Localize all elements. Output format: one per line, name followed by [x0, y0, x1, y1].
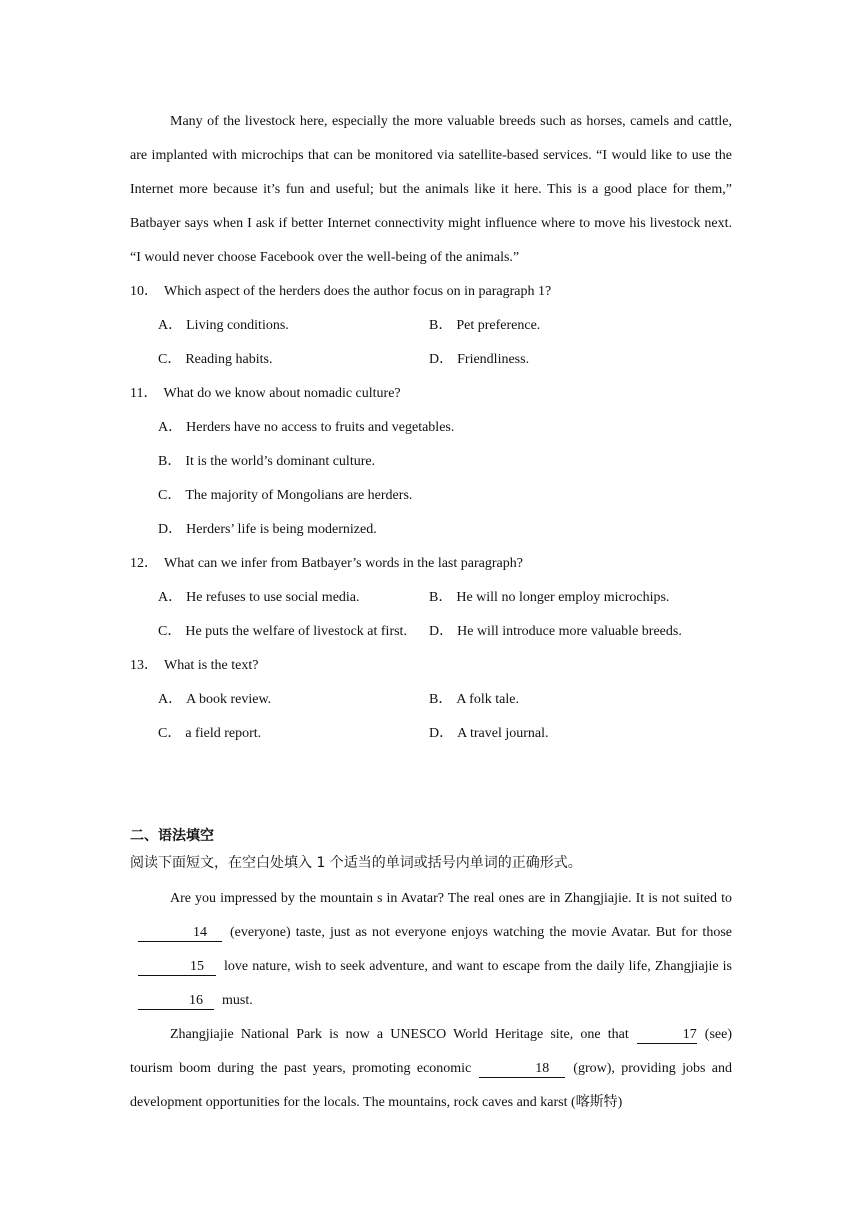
- option-a[interactable]: A． A book review.: [158, 692, 272, 707]
- cloze-paragraph-1: Are you impressed by the mountain s in Avatar? The real ones are in Zhangjiajie. It is not suited to14 (everyone) taste, just as not everyone enjoys watching the movie Avatar. But for those15 love nature, wish to seek adventure, and want to escape from the daily life, Zhangjiajie is16 must.: [130, 882, 732, 1018]
- question-number: 12．: [130, 556, 158, 571]
- option-a[interactable]: A． Herders have no access to fruits and vegetables.: [158, 420, 455, 435]
- option-c[interactable]: C． Reading habits.: [158, 352, 273, 367]
- option-d[interactable]: D． Herders’ life is being modernized.: [158, 522, 377, 537]
- question-stem: [130, 547, 732, 581]
- question-10: [130, 275, 732, 377]
- blank-17[interactable]: 17: [637, 1027, 697, 1044]
- question-text: What do we know about nomadic culture?: [163, 386, 401, 401]
- question-number: 13．: [130, 658, 158, 673]
- question-text: Which aspect of the herders does the author focus on in paragraph 1?: [164, 284, 552, 299]
- question-stem: [130, 377, 732, 411]
- option-d[interactable]: D． He will introduce more valuable breeds.: [429, 624, 682, 639]
- option-b[interactable]: B． A folk tale.: [429, 692, 519, 707]
- passage-paragraph: Many of the livestock here, especially the more valuable breeds such as horses, camels and cattle, are implanted with microchips that can be monitored via satellite-based services. “I would like to use the Internet more because it’s fun and useful; but the animals like it here. This is a good place for them,” Batbayer says when I ask if better Internet connectivity might influence where to move his livestock next. “I would never choose Facebook over the well-being of the animals.”: [130, 114, 732, 265]
- question-12: [130, 547, 732, 649]
- option-c[interactable]: C． The majority of Mongolians are herders.: [158, 488, 413, 503]
- question-11: [130, 377, 732, 547]
- option-d[interactable]: D． A travel journal.: [429, 726, 549, 741]
- question-stem: [130, 275, 732, 309]
- question-text: What is the text?: [164, 658, 259, 673]
- option-a[interactable]: A． Living conditions.: [158, 318, 289, 333]
- blank-18[interactable]: 18: [479, 1061, 565, 1078]
- question-number: 10．: [130, 284, 158, 299]
- option-b[interactable]: B． He will no longer employ microchips.: [429, 590, 670, 605]
- cloze-paragraph-2: Zhangjiajie National Park is now a UNESCO World Heritage site, one that 17 (see) tourism boom during the past years, promoting economic 18 (grow), providing jobs and development opportunities for the locals. The mountains, rock caves and karst (喀斯特): [130, 1027, 732, 1110]
- reading-section: [130, 105, 732, 751]
- section-instruction: 阅读下面短文，在空白处填入 1 个适当的单词或括号内单词的正确形式。: [130, 855, 582, 871]
- blank-15[interactable]: 15: [138, 959, 216, 976]
- blank-14[interactable]: 14: [138, 925, 222, 942]
- blank-16[interactable]: 16: [138, 993, 214, 1010]
- option-c[interactable]: C． He puts the welfare of livestock at first.: [158, 624, 407, 639]
- option-d[interactable]: D． Friendliness.: [429, 352, 530, 367]
- option-c[interactable]: C． a field report.: [158, 726, 262, 741]
- option-b[interactable]: B． Pet preference.: [429, 318, 541, 333]
- cloze-section: [130, 882, 732, 1120]
- question-13: [130, 649, 732, 751]
- option-b[interactable]: B． It is the world’s dominant culture.: [158, 454, 376, 469]
- question-number: 11．: [130, 386, 158, 401]
- section-title: 二、语法填空: [130, 828, 214, 844]
- question-text: What can we infer from Batbayer’s words in the last paragraph?: [164, 556, 523, 571]
- question-stem: [130, 649, 732, 683]
- option-a[interactable]: A． He refuses to use social media.: [158, 590, 360, 605]
